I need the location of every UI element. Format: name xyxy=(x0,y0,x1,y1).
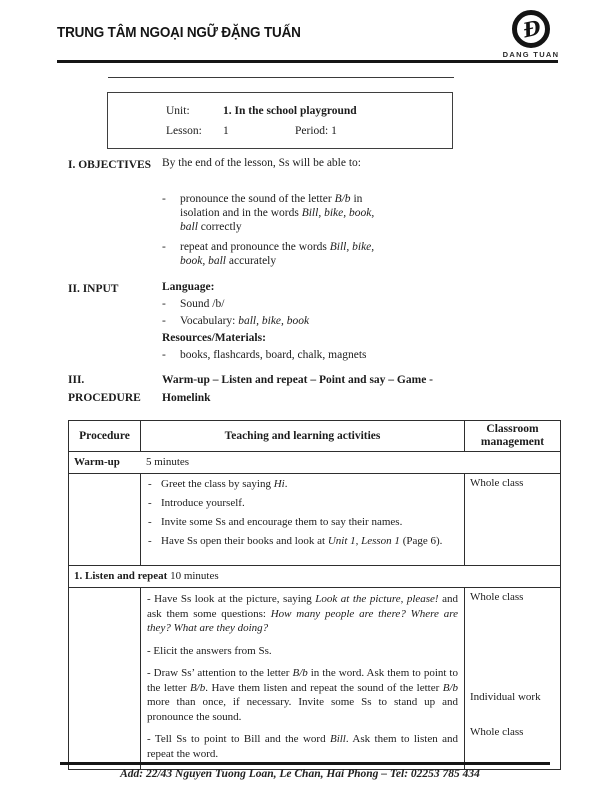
logo-wordmark: DANG TUAN xyxy=(502,50,560,59)
table-header-row xyxy=(69,421,561,452)
footer-address: Add: 22/43 Nguyen Tuong Loan, Le Chan, Hai Phong – Tel: 02253 785 434 xyxy=(120,768,480,780)
warmup-management-cell: Whole class xyxy=(465,474,561,566)
col-header-activities: Teaching and learning activities xyxy=(141,421,465,452)
activity-text: Introduce yourself. xyxy=(161,497,245,509)
management-tag: Whole class xyxy=(470,591,524,603)
objective-text: pronounce the sound of the letter B/b in isolation and in the words Bill, bike, book, ball correctly xyxy=(180,193,375,233)
objectives-body xyxy=(162,156,458,274)
bullet-dash: - xyxy=(162,349,166,361)
procedure-body xyxy=(162,371,458,407)
objective-bullet xyxy=(162,192,394,234)
bullet-dash: - xyxy=(148,478,152,490)
footer-rule xyxy=(60,762,550,765)
bullet-dash: - xyxy=(162,241,166,253)
section-procedure xyxy=(68,371,468,407)
unit-value: 1. In the school playground xyxy=(223,105,357,117)
brand-logo xyxy=(502,9,560,59)
objectives-bullets xyxy=(162,192,394,268)
objectives-heading: I. OBJECTIVES xyxy=(68,159,152,171)
activity-item xyxy=(148,534,458,548)
lesson-row xyxy=(166,121,444,141)
section-objectives xyxy=(68,156,468,274)
org-title: TRUNG TÂM NGOẠI NGỮ ĐẶNG TUẤN xyxy=(57,24,301,41)
bullet-dash: - xyxy=(162,298,166,310)
header-rule xyxy=(57,60,558,63)
empty-cell xyxy=(69,588,141,770)
warmup-title-row xyxy=(69,452,561,474)
warmup-title: Warm-up xyxy=(74,456,120,468)
warmup-title-cell xyxy=(69,452,561,474)
activity-paragraph: - Tell Ss to point to Bill and the word Bill. Ask them to listen and repeat the word. xyxy=(147,733,458,760)
activity-text: Invite some Ss and encourage them to say their names. xyxy=(161,516,403,528)
language-item: Vocabulary: ball, bike, book xyxy=(180,315,310,327)
listen-activities-row xyxy=(69,588,561,770)
unit-label: Unit: xyxy=(166,105,190,117)
sub-header-rule xyxy=(108,77,454,78)
warmup-activities-row xyxy=(69,474,561,566)
language-bullet xyxy=(162,297,458,311)
management-tag: Individual work xyxy=(470,691,541,703)
listen-duration: 10 minutes xyxy=(170,570,219,582)
section-input xyxy=(68,280,468,365)
resources-label: Resources/Materials: xyxy=(162,332,266,344)
activity-item xyxy=(148,515,458,529)
activity-item xyxy=(148,477,458,491)
resources-bullet xyxy=(162,348,458,362)
management-tag: Whole class xyxy=(470,726,524,738)
activity-paragraph: - Draw Ss’ attention to the letter B/b in the word. Ask them to point to the letter B/b. Have them listen and repeat the sound of the letter B/b more than once, if necessary. Invite some Ss to stand up and pronounce the sound. xyxy=(147,667,458,723)
unit-info-box xyxy=(107,92,453,149)
bullet-dash: - xyxy=(148,497,152,509)
period-label: Period: xyxy=(295,125,329,137)
language-item: Sound /b/ xyxy=(180,298,225,310)
objective-text: repeat and pronounce the words Bill, bike, book, ball accurately xyxy=(180,241,375,267)
lesson-value: 1 xyxy=(223,125,229,137)
procedure-table xyxy=(68,420,561,770)
procedure-summary: Warm-up – Listen and repeat – Point and say – Game - Homelink xyxy=(162,374,434,404)
unit-row xyxy=(166,101,444,121)
warmup-duration: 5 minutes xyxy=(146,456,190,468)
activity-text: Have Ss open their books and look at Unit 1, Lesson 1 (Page 6). xyxy=(161,535,443,547)
bullet-dash: - xyxy=(148,516,152,528)
activity-item xyxy=(148,496,458,510)
language-label: Language: xyxy=(162,281,215,293)
logo-glyph: Đ xyxy=(520,15,544,43)
logo-circle-icon xyxy=(511,9,551,49)
activity-text: Greet the class by saying Hi. xyxy=(161,478,288,490)
warmup-activities-cell xyxy=(141,474,465,566)
input-body xyxy=(162,280,458,365)
listen-activities-cell xyxy=(141,588,465,770)
empty-cell xyxy=(69,474,141,566)
bullet-dash: - xyxy=(148,535,152,547)
listen-title-row xyxy=(69,566,561,588)
objectives-intro: By the end of the lesson, Ss will be able to: xyxy=(162,157,361,169)
objective-bullet xyxy=(162,240,394,268)
language-bullet xyxy=(162,314,458,328)
period-value: 1 xyxy=(331,125,337,137)
activity-paragraph: - Elicit the answers from Ss. xyxy=(147,644,272,657)
listen-management-cell xyxy=(465,588,561,770)
body-sections xyxy=(68,156,468,413)
col-header-procedure: Procedure xyxy=(69,421,141,452)
col-header-management: Classroom management xyxy=(465,421,561,452)
bullet-dash: - xyxy=(162,315,166,327)
resources-item: books, flashcards, board, chalk, magnets xyxy=(180,349,367,361)
input-heading: II. INPUT xyxy=(68,283,119,295)
listen-title-cell xyxy=(69,566,561,588)
lesson-label: Lesson: xyxy=(166,125,202,137)
listen-title: 1. Listen and repeat xyxy=(74,570,168,582)
procedure-heading: III. PROCEDURE xyxy=(68,374,141,404)
bullet-dash: - xyxy=(162,193,166,205)
activity-paragraph: - Have Ss look at the picture, saying Look at the picture, please! and ask them some questions: How many people are there? Where are they? What are they doing? xyxy=(147,593,459,634)
